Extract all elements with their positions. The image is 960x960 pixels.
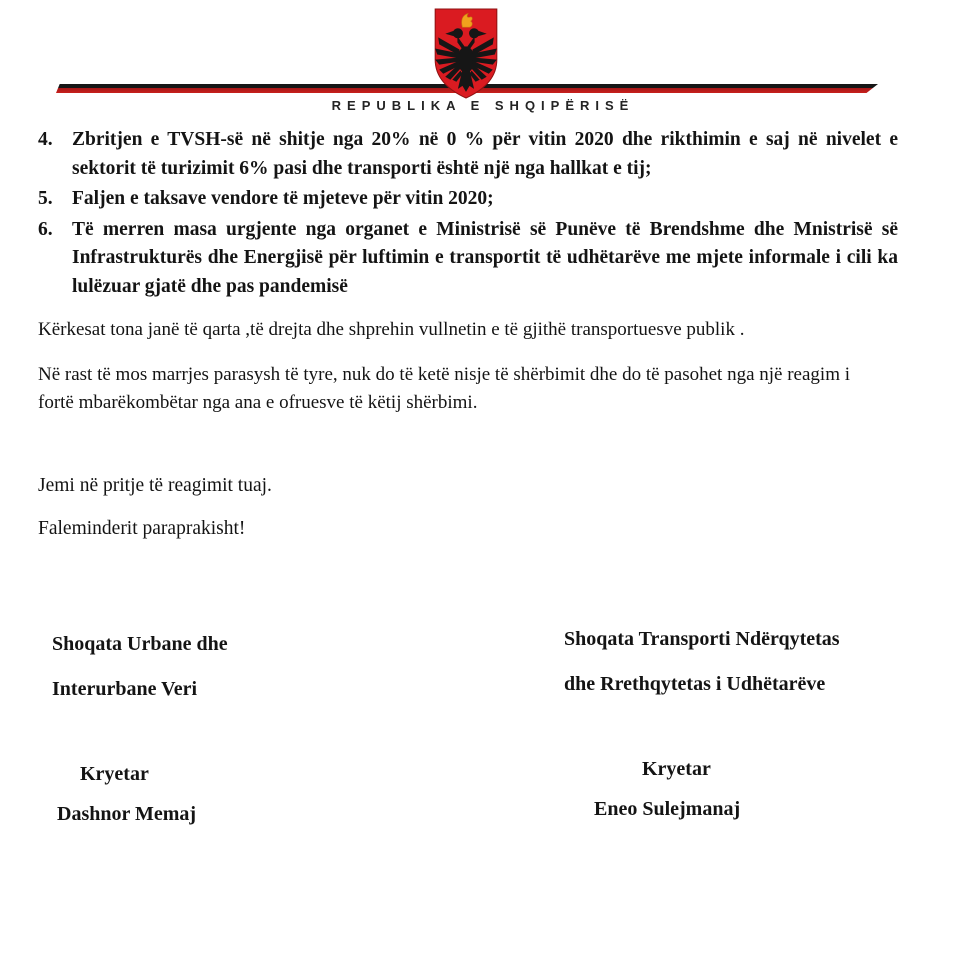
signature-section xyxy=(38,628,898,828)
list-item-5 xyxy=(38,185,898,214)
list-item-number: 4. xyxy=(38,129,53,150)
list-item-number: 6. xyxy=(38,218,53,240)
paragraph-warning: Në rast të mos marrjes parasysh të tyre, nuk do të ketë nisje të shërbimit dhe do të pasohet nga një reagim i fortë mbarëkombëtar nga ana e ofruesve të këtij shërbimi. xyxy=(38,364,851,413)
signature-block-right xyxy=(564,626,898,828)
list-item-text: Zbritjen e TVSH-së në shitje nga 20% në 0 % për vitin 2020 dhe rikthimin e saj në nivelet e sektorit të turizimit 6% pasi dhe transporti është një nga hallkat e tij; xyxy=(72,129,898,179)
signer-name: Dashnor Memaj xyxy=(57,803,197,825)
list-item-text: Faljen e taksave vendore të mjeteve për vitin 2020; xyxy=(72,188,494,209)
signer-name: Eneo Sulejmanaj xyxy=(594,798,741,820)
albania-coat-of-arms-icon xyxy=(431,7,501,100)
org-name-line: dhe Rrethqytetas i Udhëtarëve xyxy=(564,673,826,695)
signature-block-left xyxy=(52,631,392,828)
letter-body xyxy=(0,126,960,828)
list-item-6 xyxy=(38,216,898,302)
org-name-line: Shoqata Transporti Ndërqytetas xyxy=(564,628,840,650)
org-name-line: Shoqata Urbane dhe xyxy=(52,633,228,655)
country-title: REPUBLIKA E SHQIPËRISË xyxy=(331,98,635,113)
list-item-number: 5. xyxy=(38,188,53,209)
org-name-line: Interurbane Veri xyxy=(52,678,197,700)
signer-role: Kryetar xyxy=(80,763,149,785)
list-item-4 xyxy=(38,126,898,183)
paragraph-demands: Kërkesat tona janë të qarta ,të drejta dhe shprehin vullnetin e të gjithë transportuesve publik . xyxy=(38,319,745,340)
closing-thanks-line: Faleminderit paraprakisht! xyxy=(38,518,246,539)
signer-role: Kryetar xyxy=(642,758,711,780)
closing-awaiting-line: Jemi në pritje të reagimit tuaj. xyxy=(38,475,272,496)
list-item-text: Të merren masa urgjente nga organet e Ministrisë së Punëve të Brendshme dhe Mnistrisë së Infrastrukturës dhe Energjisë për luftimin e transportit të udhëtarëve me mjete informale i cili ka lulëzuar gjatë dhe pas pandemisë xyxy=(72,218,898,297)
